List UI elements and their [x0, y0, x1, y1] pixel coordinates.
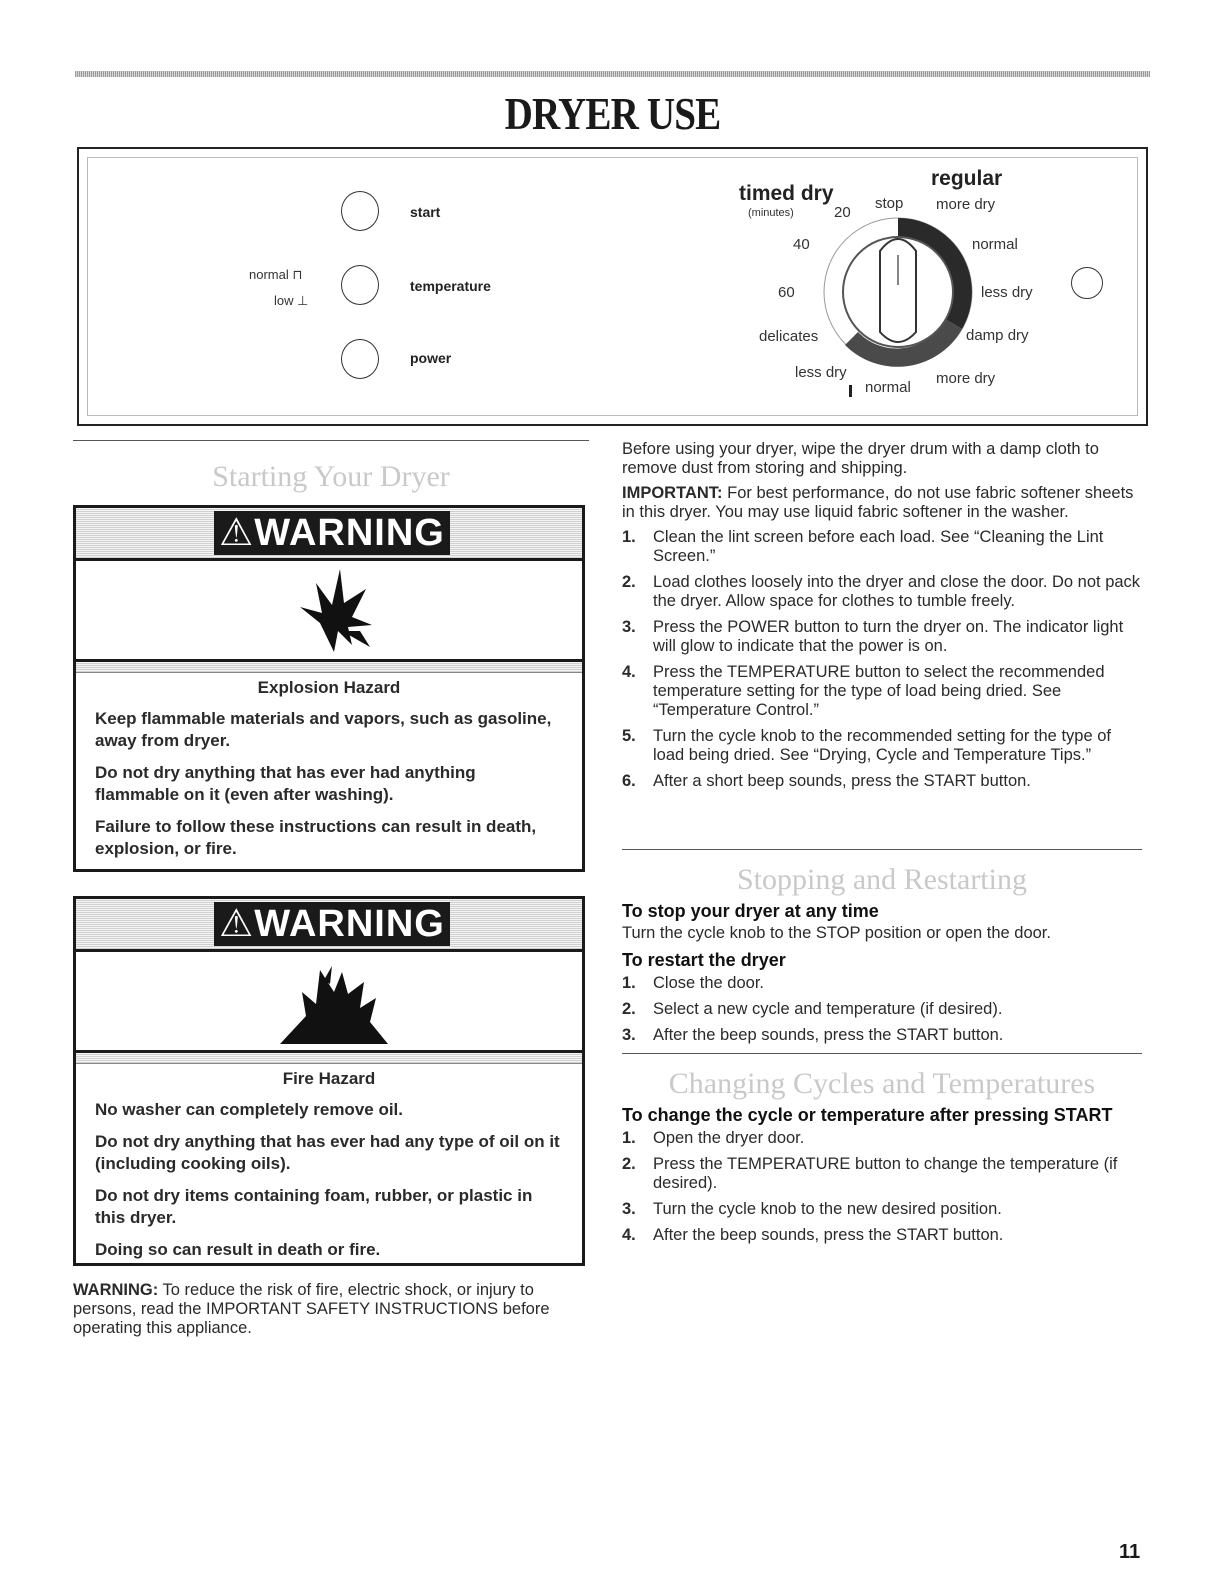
explosion-icon: [294, 567, 374, 652]
power-button[interactable]: [341, 339, 379, 379]
warning-line: Do not dry anything that has ever had anything flammable on it (even after washing).: [95, 763, 476, 804]
intro-paragraph: Before using your dryer, wipe the dryer drum with a damp cloth to remove dust from storing and shipping.: [622, 440, 1099, 477]
dial-pointer-mark: [849, 385, 852, 397]
start-button[interactable]: [341, 191, 379, 231]
explosion-warning-box: [73, 505, 585, 872]
warning-header: [76, 508, 582, 558]
list-item: 3. Turn the cycle knob to the new desired position.: [622, 1200, 1002, 1218]
indicator-light: [1071, 267, 1103, 299]
warning-line: Doing so can result in death or fire.: [95, 1240, 381, 1259]
warning-strip: [76, 1053, 582, 1064]
list-item: 2. Load clothes loosely into the dryer and close the door. Do not pack the dryer. Allow space for clothes to tumble freely.: [622, 573, 1141, 610]
change-steps: [622, 1129, 1142, 1245]
section-rule: [622, 1053, 1142, 1054]
section-rule: [622, 849, 1142, 850]
temp-normal-label: normal ⊓: [249, 267, 303, 282]
warning-title: ⚠WARNING: [214, 511, 450, 555]
instructions-text: [622, 440, 1142, 522]
warning-line: Keep flammable materials and vapors, such as gasoline, away from dryer.: [95, 709, 552, 750]
warning-icon-area: [76, 949, 582, 1053]
changing-heading: Changing Cycles and Temperatures: [668, 1067, 1096, 1100]
changing-section: [622, 1053, 1142, 1252]
dial-damp-dry: damp dry: [966, 327, 1029, 344]
warning-triangle-icon: ⚠: [219, 903, 255, 945]
list-item: 1. Open the dryer door.: [622, 1129, 805, 1147]
page-title: DRYER USE: [504, 88, 721, 139]
warning-line: No washer can completely remove oil.: [95, 1100, 404, 1119]
power-label: power: [410, 350, 452, 366]
list-item: 6. After a short beep sounds, press the START button.: [622, 772, 1031, 790]
dial-normal-bottom: normal: [865, 379, 911, 396]
warning-body: [76, 1064, 582, 1279]
stopping-section: [622, 849, 1142, 1052]
list-item: 4. Press the TEMPERATURE button to select the recommended temperature setting for the type of load being dried. See “Temperature Control.”: [622, 663, 1105, 719]
warning-strip: [76, 662, 582, 673]
dial-60: 60: [778, 284, 795, 301]
cycle-knob[interactable]: [813, 207, 983, 377]
page-number: 11: [1119, 1541, 1141, 1563]
dial-delicates: delicates: [759, 328, 819, 345]
hazard-title: Fire Hazard: [282, 1069, 376, 1088]
list-item: 5. Turn the cycle knob to the recommended setting for the type of load being dried. See “Drying, Cycle and Temperature Tips.”: [622, 727, 1111, 764]
list-item: 2. Press the TEMPERATURE button to change the temperature (if desired).: [622, 1155, 1118, 1192]
fire-warning-box: [73, 896, 585, 1266]
start-label: start: [410, 204, 441, 220]
important-label: IMPORTANT:: [622, 484, 723, 502]
temperature-button[interactable]: [341, 265, 379, 305]
regular-label: regular: [931, 167, 1003, 190]
safety-note-label: WARNING:: [73, 1281, 159, 1299]
restart-steps: [622, 974, 1142, 1045]
list-item: 2. Select a new cycle and temperature (if desired).: [622, 1000, 1003, 1018]
dial-less-dry-right: less dry: [981, 284, 1033, 301]
dial-more-dry-top: more dry: [936, 196, 996, 213]
minutes-label: (minutes): [748, 207, 794, 219]
warning-title: ⚠WARNING: [214, 902, 450, 946]
top-rule: [75, 71, 1150, 77]
change-subheading: To change the cycle or temperature after pressing START: [622, 1105, 1113, 1125]
important-paragraph: IMPORTANT: For best performance, do not use fabric softener sheets in this dryer. You may use liquid fabric softener in the washer.: [622, 484, 1134, 521]
warning-line: Do not dry items containing foam, rubber, or plastic in this dryer.: [95, 1186, 533, 1227]
warning-line: Do not dry anything that has ever had any type of oil on it (including cooking oils).: [95, 1132, 560, 1173]
list-item: 1. Clean the lint screen before each load. See “Cleaning the Lint Screen.”: [622, 528, 1104, 565]
stop-text: Turn the cycle knob to the STOP position or open the door.: [622, 924, 1051, 942]
starting-heading: Starting Your Dryer: [212, 460, 450, 493]
control-panel-illustration: [77, 147, 1148, 426]
dial-20: 20: [834, 204, 851, 221]
section-rule: [73, 440, 589, 441]
fire-icon: [276, 962, 396, 1044]
warning-line: Failure to follow these instructions can result in death, explosion, or fire.: [95, 817, 537, 858]
list-item: 3. After the beep sounds, press the START button.: [622, 1026, 1004, 1044]
dial-less-dry-bottom: less dry: [795, 364, 847, 381]
hazard-title: Explosion Hazard: [257, 678, 401, 697]
instructions-column: [622, 440, 1142, 798]
dial-more-dry-bottom: more dry: [936, 370, 996, 387]
list-item: 3. Press the POWER button to turn the dryer on. The indicator light will glow to indicate that the power is on.: [622, 618, 1124, 655]
warning-header: [76, 899, 582, 949]
dial-stop: stop: [875, 195, 904, 212]
normal-heat-icon: ⊓: [292, 267, 303, 282]
warning-triangle-icon: ⚠: [219, 512, 255, 554]
safety-note: [73, 1281, 589, 1338]
start-steps: [622, 528, 1142, 791]
stopping-heading: Stopping and Restarting: [737, 863, 1027, 896]
safety-note-text: To reduce the risk of fire, electric shock, or injury to persons, read the IMPORTANT SAFETY INSTRUCTIONS before operating this appliance.: [73, 1281, 550, 1337]
warning-body: [76, 673, 582, 878]
temp-low-label: low ⊥: [274, 293, 309, 308]
starting-section: [73, 440, 589, 497]
warning-icon-area: [76, 558, 582, 662]
restart-subheading: To restart the dryer: [622, 950, 786, 970]
list-item: 1. Close the door.: [622, 974, 764, 992]
dial-40: 40: [793, 236, 810, 253]
dial-normal-right: normal: [972, 236, 1018, 253]
low-heat-icon: ⊥: [297, 293, 309, 308]
temperature-label: temperature: [410, 278, 491, 294]
stop-subheading: To stop your dryer at any time: [622, 901, 879, 921]
timed-dry-label: timed dry: [739, 182, 834, 205]
list-item: 4. After the beep sounds, press the START button.: [622, 1226, 1004, 1244]
